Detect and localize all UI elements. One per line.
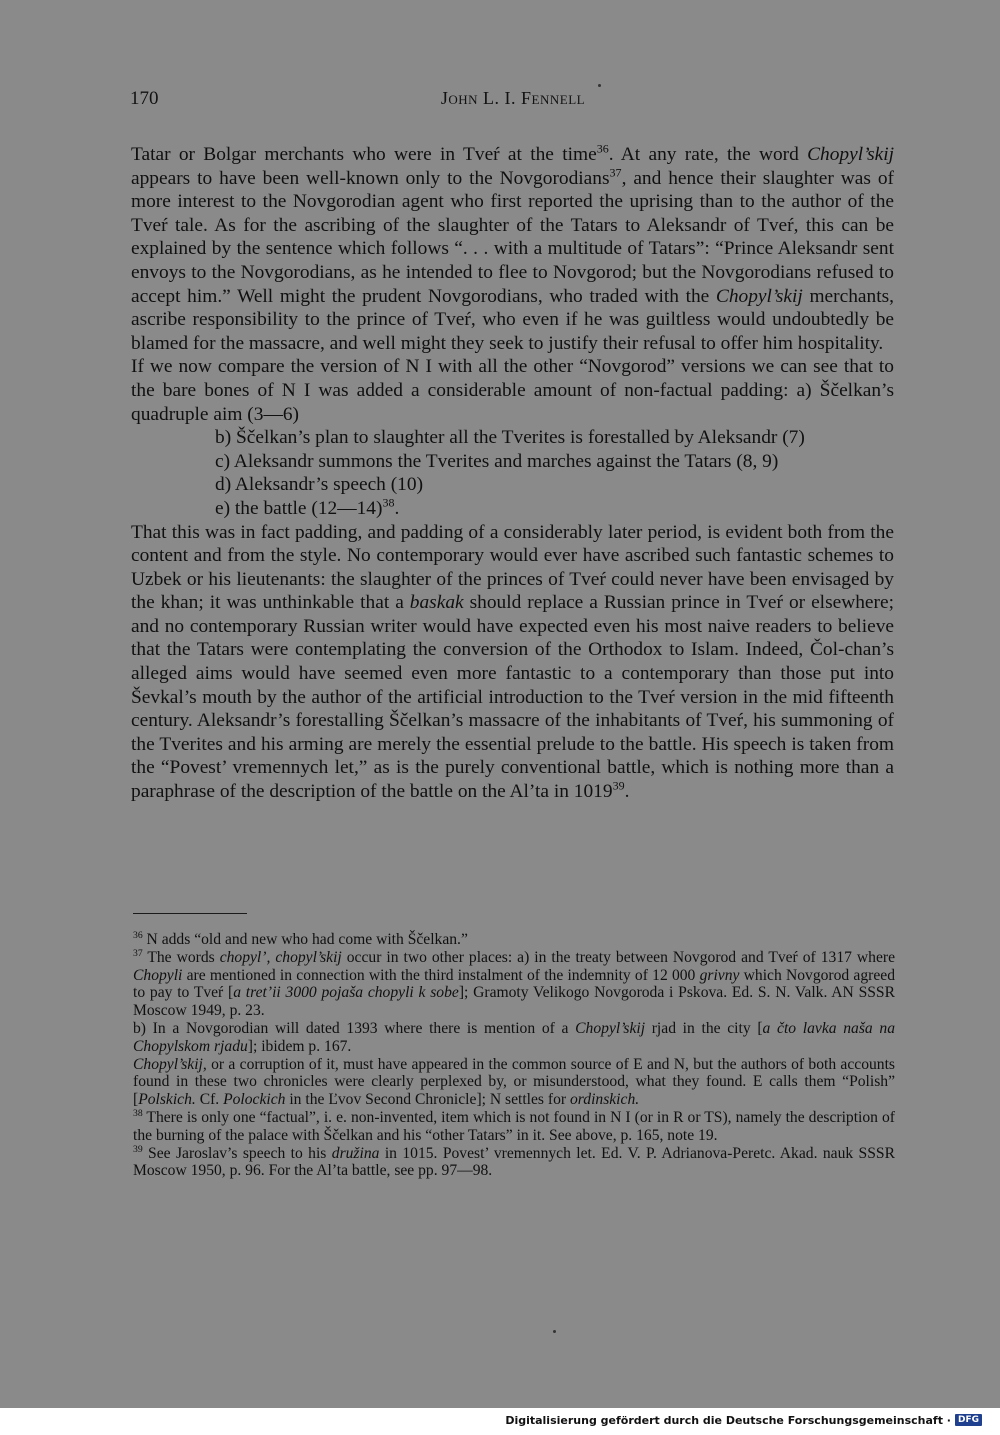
text-run: N adds “old and new who had come with Ščelkan.” bbox=[142, 931, 468, 948]
text-run: Chopyl’skij, bbox=[133, 1055, 207, 1073]
footnote bbox=[133, 949, 895, 1020]
page-number: 170 bbox=[130, 88, 159, 109]
note-reference: 39 bbox=[612, 778, 625, 793]
list-item bbox=[131, 497, 894, 521]
note-reference: 36 bbox=[596, 141, 609, 156]
text-run: merchants, ascribe responsibility to the prince of Tveŕ, who even if he was guiltless would undoubtedly be blamed for the massacre, and well might they seek to justify their refusal to offer him hospitality. bbox=[131, 285, 894, 354]
text-run: ]; ibidem p. 167. bbox=[247, 1037, 352, 1055]
main-text bbox=[131, 143, 894, 804]
text-run: should replace a Russian prince in Tveŕ or elsewhere; and no contemporary Russian writer would have expected even his most naive readers to believe that the Tatars were contemplating the conversion of the Orthodox to Islam. Indeed, Čol-chan’s alleged aims would have seemed even more fantastic to a contemporary than those put into Ševkal’s mouth by the author of the artificial introduction to the Tveŕ version in the mid fifteenth century. Aleksandr’s forestalling Ščelkan’s massacre of the inhabitants of Tveŕ, his summoning of the Tverites and his arming are merely the essential prelude to the battle. His speech is taken from the “Povest’ vremennych let,” as is the purely conventional battle, which is nothing more than a paraphrase of the description of the battle on the Al’ta in 1019 bbox=[131, 592, 894, 803]
text-run: Chopyli bbox=[133, 966, 183, 984]
text-run: If we now compare the version of N I with all the other “Novgorod” versions we can see that to the bare bones of N I was added a considerable amount of non-factual padding: a) Ščelkan’s quadruple aim (3—6) bbox=[131, 356, 894, 425]
text-run: Polskich. bbox=[138, 1091, 196, 1109]
text-run: b) Ščelkan’s plan to slaughter all the Tverites is forestalled by Aleksandr (7) bbox=[215, 427, 805, 449]
text-run: Tatar or Bolgar merchants who were in Tveŕ at the time bbox=[131, 144, 597, 165]
text-run: Chopyl’skij bbox=[715, 285, 803, 307]
footnotes bbox=[133, 931, 895, 1180]
text-run: See Jaroslav’s speech to his bbox=[142, 1144, 332, 1162]
text-run: e) the battle (12—14) bbox=[215, 497, 383, 519]
text-run: That this was in fact padding, and padding of a considerably later period, is evident both from the content and from the style. No contemporary would ever have ascribed such fantastic schemes to Uzbek or his lieutenants: the slaughter of the princes of Tveŕ could never have been envisaged by the khan; it was unthinkable that a bbox=[131, 521, 894, 614]
text-run: rjad in the city [ bbox=[645, 1019, 763, 1037]
text-run: Cf. bbox=[195, 1091, 224, 1109]
note-reference: 39 bbox=[133, 1143, 143, 1155]
scan-speck bbox=[553, 1330, 556, 1333]
text-run: ]; Gramoty Velikogo Novgoroda i Pskova. Ed. S. N. Valk. AN SSSR Moscow 1949, p. 23. bbox=[133, 984, 895, 1020]
text-run: . bbox=[624, 781, 630, 803]
text-run: are mentioned in connection with the third instalment of the indemnity of 12 000 bbox=[182, 966, 700, 984]
paragraph bbox=[131, 143, 894, 355]
running-head: John L. I. Fennell bbox=[440, 88, 586, 108]
note-reference: 37 bbox=[609, 165, 622, 180]
text-run: Polockich bbox=[223, 1091, 286, 1109]
text-run: ordinskich. bbox=[569, 1091, 640, 1109]
digitization-footer bbox=[505, 1411, 982, 1429]
text-run: There is only one “factual”, i. e. non-invented, item which is not found in N I (or in R or TS), namely the description of the burning of the palace with Ščelkan and his “other Tatars” in it. See above, p. 165, note 19. bbox=[133, 1108, 895, 1144]
text-run: družina bbox=[331, 1144, 380, 1162]
text-run: grivny bbox=[699, 966, 740, 984]
footnote bbox=[133, 1020, 895, 1056]
text-run: which Novgorod agreed to pay to Tveŕ [ bbox=[133, 966, 895, 1002]
footnote bbox=[133, 1109, 895, 1145]
text-run: in the Ľvov Second Chronicle]; N settles for bbox=[285, 1091, 570, 1109]
footnote bbox=[133, 931, 895, 949]
paragraph bbox=[131, 355, 894, 426]
note-reference: 38 bbox=[382, 495, 395, 510]
list-item bbox=[131, 426, 894, 450]
text-run: baskak bbox=[409, 592, 464, 614]
text-run: appears to have been well-known only to the Novgorodians bbox=[131, 167, 610, 189]
text-run: , and hence their slaughter was of more interest to the Novgorodian agent who first reported the uprising than to the author of the Tveŕ tale. As for the ascribing of the slaughter of the Tatars to Aleksandr of Tveŕ, this can be explained by the sentence which follows “. . . with a multitude of Tatars”: “Prince Aleksandr sent envoys to the Novgorodians, as he intended to flee to Novgorod; but the Novgorodians refused to accept him.” Well might the prudent Novgorodians, who traded with the bbox=[131, 167, 895, 307]
page-header bbox=[130, 88, 896, 116]
text-run: occur in two other places: a) in the treaty between Novgorod and Tveŕ of 1317 where bbox=[341, 948, 895, 966]
dfg-logo: DFG bbox=[955, 1414, 982, 1426]
text-run: Chopyl’skij bbox=[807, 144, 895, 165]
text-run: d) Aleksandr’s speech (10) bbox=[215, 474, 424, 496]
text-run: . At any rate, the word bbox=[608, 144, 808, 165]
list-item bbox=[131, 473, 894, 497]
text-run: Chopyl’skij bbox=[575, 1019, 646, 1037]
text-run: . bbox=[394, 497, 400, 519]
paragraph bbox=[131, 521, 894, 804]
text-run: a tret’ii 3000 pojaša chopyli k sobe bbox=[233, 984, 459, 1002]
text-run: in 1015. Povest’ vremennych let. Ed. V. P. Adrianova-Peretc. Akad. nauk SSSR Moscow 1950, p. 96. For the Al’ta battle, see pp. 97—98. bbox=[133, 1144, 895, 1180]
text-run: chopyl’, chopyl’skij bbox=[219, 948, 342, 966]
list-item bbox=[131, 450, 894, 474]
footnote-rule bbox=[133, 913, 247, 914]
footnote bbox=[133, 1056, 895, 1109]
text-run: or a corruption of it, must have appeared in the common source of E and N, but the authors of both accounts found in these two chronicles were clearly perplexed by, or misunderstood, what they found. E calls them “Polish” [ bbox=[133, 1055, 895, 1109]
note-reference: 37 bbox=[133, 947, 143, 959]
footnote bbox=[133, 1145, 895, 1181]
text-run: The words bbox=[142, 948, 220, 966]
scan-speck bbox=[598, 84, 601, 87]
text-run: b) In a Novgorodian will dated 1393 where there is mention of a bbox=[133, 1019, 576, 1037]
text-run: c) Aleksandr summons the Tverites and marches against the Tatars (8, 9) bbox=[215, 450, 779, 472]
footer-text: Digitalisierung gefördert durch die Deutsche Forschungsgemeinschaft · bbox=[505, 1413, 951, 1427]
note-reference: 36 bbox=[133, 929, 143, 941]
note-reference: 38 bbox=[133, 1107, 143, 1119]
text-run: a čto lavka naša na Chopylskom rjadu bbox=[133, 1019, 896, 1055]
